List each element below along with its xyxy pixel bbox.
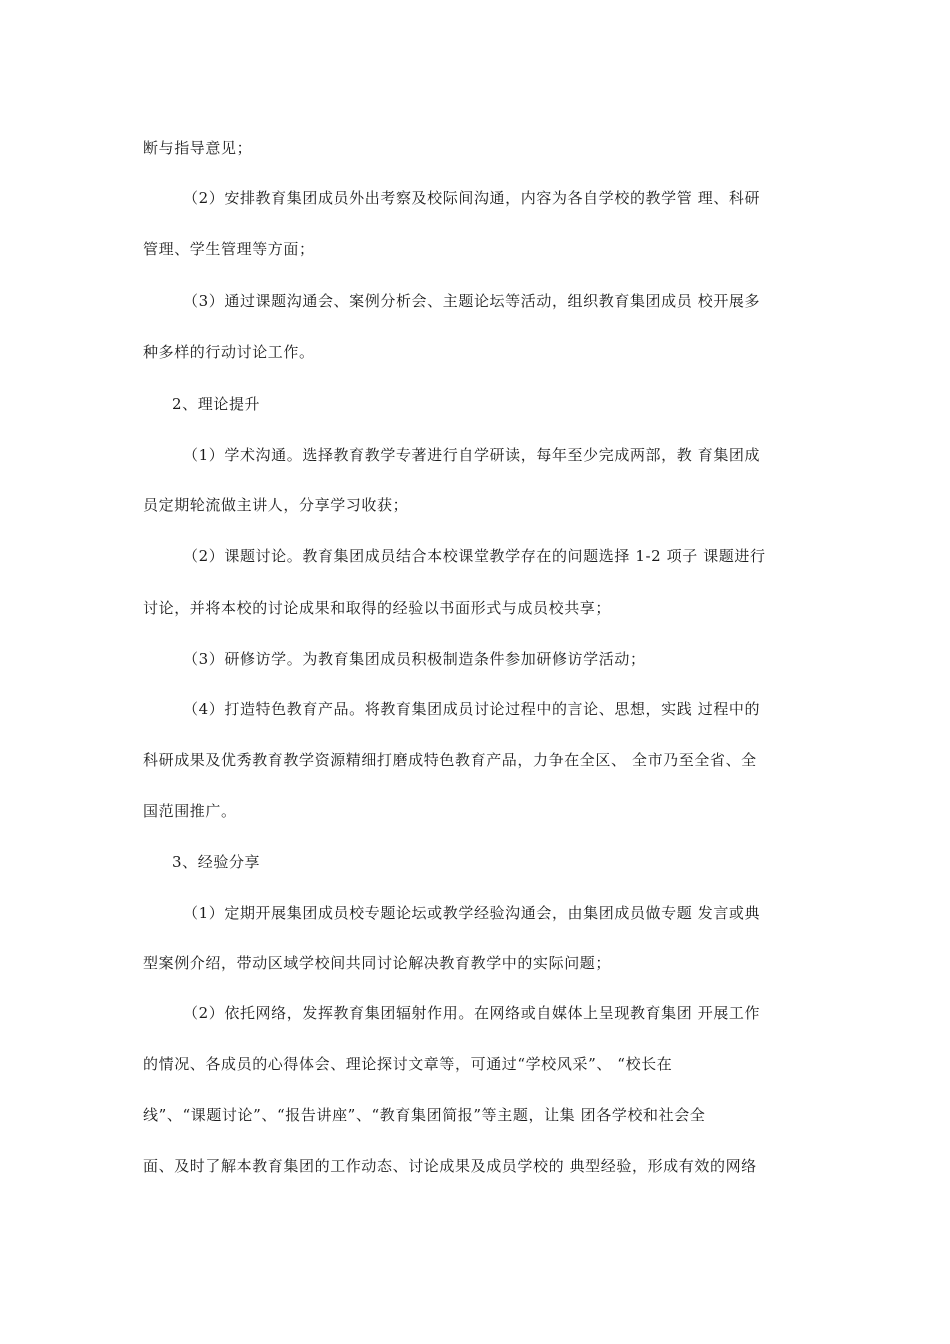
text-line: （1）学术沟通。选择教育教学专著进行自学研读，每年至少完成两部，教 育集团成: [183, 446, 761, 464]
text-line: 员定期轮流做主讲人，分享学习收获；: [143, 496, 409, 514]
text-line: 断与指导意见；: [143, 139, 253, 157]
text-line: 线”、“课题讨论”、“报告讲座”、“教育集团简报”等主题，让集 团各学校和社会全: [143, 1106, 706, 1124]
text-line: （2）依托网络，发挥教育集团辐射作用。在网络或自媒体上呈现教育集团 开展工作: [183, 1004, 761, 1022]
text-line: 面、及时了解本教育集团的工作动态、讨论成果及成员学校的 典型经验，形成有效的网络: [143, 1157, 757, 1175]
text-line: （1）定期开展集团成员校专题论坛或教学经验沟通会，由集团成员做专题 发言或典: [183, 904, 761, 922]
text-line: （4）打造特色教育产品。将教育集团成员讨论过程中的言论、思想，实践 过程中的: [183, 700, 761, 718]
text-line: （2）课题讨论。教育集团成员结合本校课堂教学存在的问题选择 1-2 项子 课题进行: [183, 547, 766, 565]
text-line: 科研成果及优秀教育教学资源精细打磨成特色教育产品，力争在全区、 全市乃至全省、全: [143, 751, 757, 769]
text-line: （3）研修访学。为教育集团成员积极制造条件参加研修访学活动；: [183, 650, 646, 668]
text-line: 型案例介绍，带动区域学校间共同讨论解决教育教学中的实际问题；: [143, 954, 612, 972]
section-heading: 3、经验分享: [172, 853, 261, 871]
text-line: 管理、学生管理等方面；: [143, 240, 315, 258]
section-heading: 2、理论提升: [172, 395, 261, 413]
text-line: 的情况、各成员的心得体会、理论探讨文章等，可通过“学校风采”、 “校长在: [143, 1055, 673, 1073]
text-line: 国范围推广。: [143, 802, 237, 820]
text-line: 讨论，并将本校的讨论成果和取得的经验以书面形式与成员校共享；: [143, 599, 612, 617]
text-line: （3）通过课题沟通会、案例分析会、主题论坛等活动，组织教育集团成员 校开展多: [183, 292, 761, 310]
text-line: （2）安排教育集团成员外出考察及校际间沟通，内容为各自学校的教学管 理、科研: [183, 189, 761, 207]
text-line: 种多样的行动讨论工作。: [143, 343, 315, 361]
